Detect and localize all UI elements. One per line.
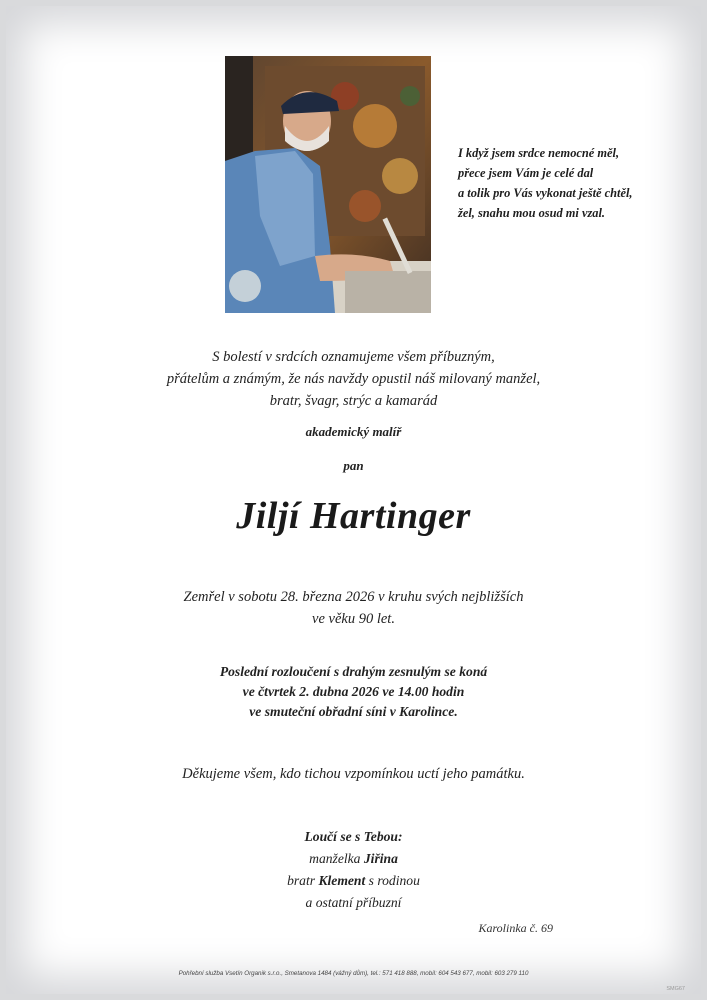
portrait-photo (225, 56, 431, 313)
farewell-heading: Loučí se s Tebou: (304, 829, 403, 844)
poem (458, 143, 688, 223)
brother-family: s rodinou (365, 873, 420, 888)
farewell-others: a ostatní příbuzní (305, 895, 402, 910)
funeral-line: ve čtvrtek 2. dubna 2026 ve 14.00 hodin (242, 684, 465, 699)
funeral-service-footer: Pohřební služba Vsetín Organik s.r.o., Smetanova 1484 (vážný dům), tel.: 571 418 888, mobil: 604 543 677, mobil: 603 279 110 (178, 970, 529, 977)
deceased-name: Jiljí Hartinger (236, 495, 471, 537)
funeral-line: Poslední rozloučení s drahým zesnulým se koná (219, 664, 488, 679)
intro-line: S bolestí v srdcích oznamujeme všem příbuzným, (212, 349, 495, 365)
portrait-illustration (225, 56, 431, 313)
poem-line: žel, snahu mou osud mi vzal. (458, 206, 606, 220)
obituary-sheet (6, 6, 701, 994)
wife-relation: manželka (309, 851, 364, 866)
honorific: pan (343, 458, 364, 473)
academic-title: akademický malíř (305, 424, 402, 439)
intro-line: bratr, švagr, strýc a kamarád (269, 393, 438, 409)
intro-line: přátelům a známým, že nás navždy opustil náš milovaný manžel, (166, 371, 541, 387)
death-line: ve věku 90 let. (312, 611, 395, 627)
thanks-line: Děkujeme všem, kdo tichou vzpomínkou uctí jeho památku. (182, 766, 525, 782)
poem-line: přece jsem Vám je celé dal (458, 166, 594, 180)
brother-relation: bratr (287, 873, 319, 888)
poem-line: I když jsem srdce nemocné měl, (458, 146, 620, 160)
wife-name: Jiřina (363, 851, 398, 866)
farewell-wife (6, 848, 701, 870)
death-info (6, 586, 701, 630)
farewell-block (6, 826, 701, 914)
funeral-info (6, 662, 701, 722)
funeral-line: ve smuteční obřadní síni v Karolince. (249, 704, 458, 719)
document-code: SMG67 (666, 986, 685, 992)
poem-line: a tolik pro Vás vykonat ještě chtěl, (458, 186, 633, 200)
death-line: Zemřel v sobotu 28. března 2026 v kruhu svých nejbližších (183, 589, 524, 605)
address: Karolinka č. 69 (478, 921, 553, 935)
farewell-brother (6, 870, 701, 892)
announcement-intro (6, 346, 701, 412)
brother-name: Klement (318, 873, 366, 888)
